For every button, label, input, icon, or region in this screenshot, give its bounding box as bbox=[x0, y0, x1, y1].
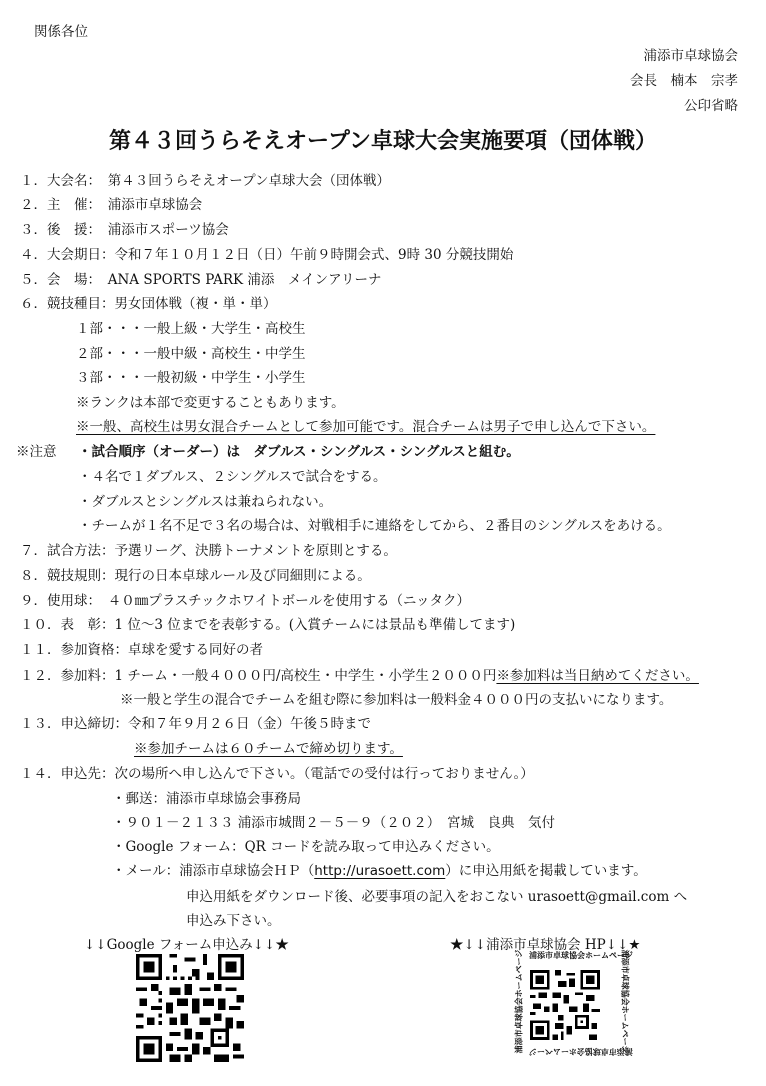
caution-order: ・試合順序（オーダー）は ダブルス・シングルス・シングルスと組む。 bbox=[78, 444, 520, 460]
division-2: ２部・・・一般中級・高校生・中学生 bbox=[76, 346, 306, 362]
email-prefix: ・メール：浦添市卓球協会ＨＰ（ bbox=[112, 863, 315, 879]
apply-mail: ・郵送：浦添市卓球協会事務局 bbox=[112, 791, 301, 807]
item-host: ２．主 催： 浦添市卓球協会 bbox=[20, 197, 203, 213]
hp-link[interactable]: http://urasoett.com bbox=[314, 863, 446, 879]
qr-frame-text-bottom: 浦添市卓球協会ホームページ bbox=[529, 1047, 633, 1056]
rank-note: ※ランクは本部で変更することもあります。 bbox=[76, 395, 345, 411]
item-eligibility: １１．参加資格：卓球を愛する同好の者 bbox=[20, 642, 263, 658]
item-support: ３．後 援： 浦添市スポーツ協会 bbox=[20, 222, 229, 238]
item-ball: ９．使用球： ４０㎜プラスチックホワイトボールを使用する（ニッタク） bbox=[20, 593, 470, 609]
item-award: １０．表 彰：1 位～3 位までを表彰する。(入賞チームには景品も準備してます) bbox=[20, 617, 516, 633]
apply-download: 申込用紙をダウンロード後、必要事項の記入をおこない urasoett@gmail.com へ bbox=[186, 889, 688, 905]
qr-frame-text-left: 浦添市卓球協会ホームページ bbox=[514, 949, 524, 1054]
sender-org: 浦添市卓球協会 bbox=[643, 48, 738, 64]
qr-code-google-form[interactable] bbox=[136, 954, 244, 1062]
division-1: １部・・・一般上級・大学生・高校生 bbox=[76, 321, 306, 337]
page-title: 第４３回うらそえオープン卓球大会実施要項（団体戦） bbox=[108, 129, 658, 154]
item-fee bbox=[20, 664, 699, 684]
recipient: 関係各位 bbox=[34, 24, 88, 40]
division-3: ３部・・・一般初級・中学生・小学生 bbox=[76, 370, 306, 386]
qr-left-caption: ↓↓Google フォーム申込み↓↓★ bbox=[84, 937, 289, 953]
item-date: ４．大会期日：令和７年１０月１２日（日）午前９時開会式、9時 30 分競技開始 bbox=[20, 247, 514, 263]
item-format: ７．試合方法：予選リーグ、決勝トーナメントを原則とする。 bbox=[20, 543, 397, 559]
email-suffix: ）に申込用紙を掲載しています。 bbox=[445, 863, 647, 879]
item-rules: ８．競技規則：現行の日本卓球ルール及び同細則による。 bbox=[20, 568, 371, 584]
qr-frame-text-top: 浦添市卓球協会ホームページ bbox=[529, 951, 633, 960]
seal-note: 公印省略 bbox=[684, 98, 738, 114]
fee-note: ※参加料は当日納めてください。 bbox=[496, 668, 699, 684]
fee-mixed-note: ※一般と学生の混合でチームを組む際に参加料は一般料金４０００円の支払いになります。 bbox=[120, 692, 673, 708]
fee-text: １２．参加料：1 チーム・一般４０００円/高校生・中学生・小学生２０００円 bbox=[20, 668, 497, 684]
apply-email bbox=[112, 859, 647, 879]
caution-shortage: ・チームが１名不足で３名の場合は、対戦相手に連絡をしてから、２番目のシングルスをあける。 bbox=[78, 518, 671, 534]
item-name: １．大会名： 第４３回うらそえオープン卓球大会（団体戦） bbox=[20, 173, 391, 189]
qr-code-hp[interactable] bbox=[530, 970, 600, 1040]
apply-google: ・Google フォーム：QR コードを読み取って申込みください。 bbox=[112, 839, 500, 855]
item-deadline: １３．申込締切：令和７年９月２６日（金）午後５時まで bbox=[20, 716, 371, 732]
mixed-note: ※一般、高校生は男女混合チームとして参加可能です。混合チームは男子で申し込んで下さい。 bbox=[76, 419, 656, 435]
item-apply: １４．申込先：次の場所へ申し込んで下さい。（電話での受付は行っておりません。） bbox=[20, 766, 534, 782]
item-event: ６．競技種目：男女団体戦（複・単・単） bbox=[20, 296, 277, 312]
deadline-note: ※参加チームは６０チームで締め切ります。 bbox=[134, 741, 403, 757]
caution-members: ・４名で１ダブルス、２シングルスで試合をする。 bbox=[78, 469, 387, 485]
sender-president: 会長 楠本 宗孝 bbox=[630, 73, 738, 89]
qr-frame-text-right: 浦添市卓球協会ホームページ bbox=[620, 949, 630, 1054]
qr-right-caption: ★↓↓浦添市卓球協会 HP↓↓★ bbox=[450, 937, 641, 953]
apply-end: 申込み下さい。 bbox=[186, 913, 281, 929]
apply-address: ・９０１－２１３３ 浦添市城間２－５－９（２０２） 宮城 良典 気付 bbox=[112, 815, 556, 831]
caution-label: ※注意 bbox=[16, 444, 57, 460]
item-venue: ５．会 場： ANA SPORTS PARK 浦添 メインアリーナ bbox=[20, 272, 382, 288]
caution-double: ・ダブルスとシングルスは兼ねられない。 bbox=[78, 494, 333, 510]
